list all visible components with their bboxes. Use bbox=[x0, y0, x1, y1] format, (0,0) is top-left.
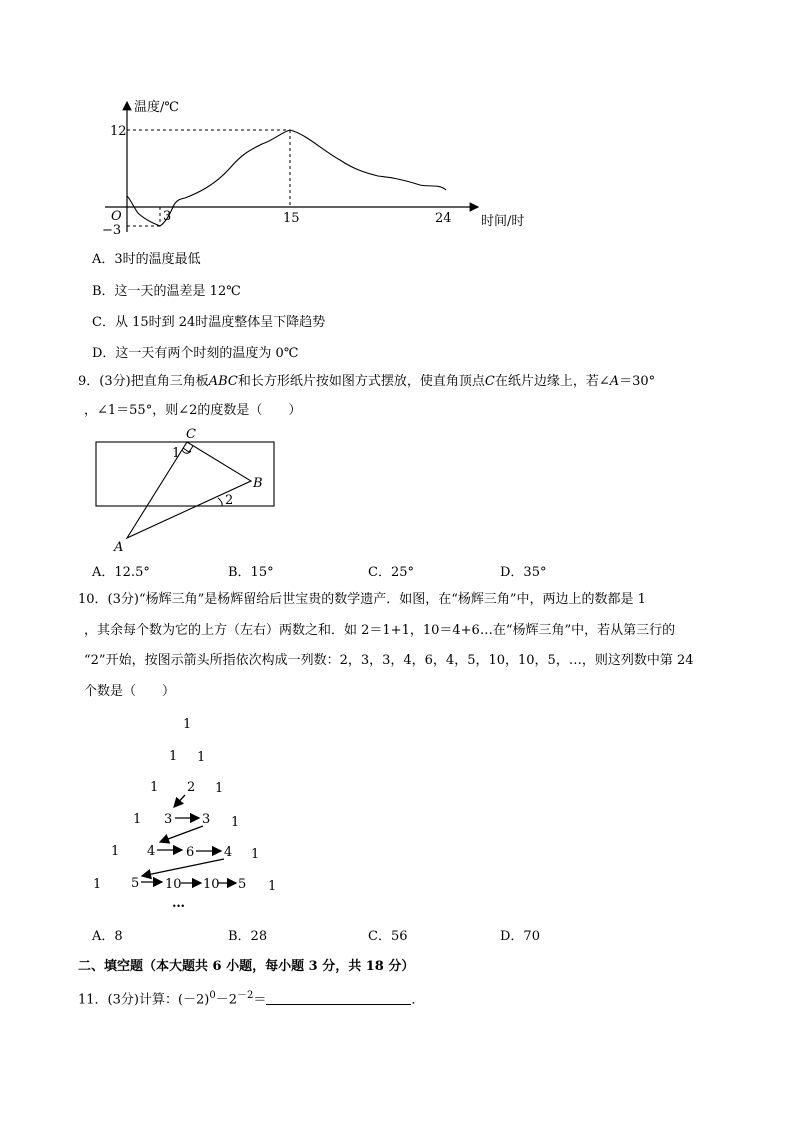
tri-r5-c1: 1 bbox=[111, 844, 120, 859]
arrow-4-to-5 bbox=[142, 859, 224, 876]
tri-r4-c1: 1 bbox=[133, 812, 142, 827]
tri-r6-c2: 5 bbox=[131, 876, 140, 891]
tri-r2-c1: 1 bbox=[169, 749, 178, 764]
tri-r5-c5: 1 bbox=[251, 847, 260, 862]
tri-r1-c1: 1 bbox=[183, 717, 192, 732]
tri-r2-c2: 1 bbox=[197, 750, 206, 765]
q10-option-a: A．8 bbox=[92, 929, 123, 944]
q11-exp2: －2 bbox=[237, 990, 254, 1001]
origin-label: O bbox=[111, 209, 122, 224]
q8-option-a: A．3时的温度最低 bbox=[92, 252, 201, 267]
q9-c: C bbox=[484, 374, 495, 389]
q8-option-b: B．这一天的温差是 12℃ bbox=[92, 284, 241, 299]
tri-r3-c3: 1 bbox=[215, 781, 224, 796]
q10-line3: “2”开始，按图示箭头所指依次构成一列数：2，3，3，4，6，4，5，10，10，5，…，则这列数中第 24 bbox=[84, 653, 694, 668]
tri-r3-c1: 1 bbox=[150, 780, 159, 795]
q9-line2: ，∠1＝55°，则∠2的度数是（ ） bbox=[84, 403, 302, 418]
q9-option-b: B．15° bbox=[228, 565, 274, 580]
q11-answer-blank[interactable] bbox=[266, 991, 411, 1005]
label-b: B bbox=[253, 476, 263, 491]
q9-option-a: A．12.5° bbox=[92, 565, 150, 580]
yanghui-triangle bbox=[88, 706, 288, 912]
q11-line bbox=[78, 988, 424, 1008]
y-tick-12: 12 bbox=[110, 124, 127, 139]
y-tick-neg3: −3 bbox=[102, 223, 122, 238]
tri-r6-c3: 10 bbox=[165, 877, 182, 892]
tri-r4-c4: 1 bbox=[231, 815, 240, 830]
x-tick-24: 24 bbox=[435, 211, 452, 226]
triangle-rectangle-figure bbox=[90, 424, 290, 556]
q9-option-c: C．25° bbox=[368, 565, 414, 580]
tri-r4-c2: 3 bbox=[164, 812, 173, 827]
q9-line1 bbox=[78, 374, 655, 390]
y-axis-label: 温度/℃ bbox=[134, 100, 179, 115]
tri-r5-c3: 6 bbox=[186, 845, 195, 860]
tri-r6-c5: 5 bbox=[238, 877, 247, 892]
label-c: C bbox=[186, 427, 196, 442]
q9-number: 9．(3分) bbox=[78, 374, 131, 389]
angle-2-arc bbox=[218, 498, 222, 506]
q11-prefix: 11．(3分)计算：(－2) bbox=[78, 992, 210, 1008]
q11-mid: －2 bbox=[215, 992, 238, 1008]
label-a: A bbox=[114, 540, 124, 555]
x-tick-3: 3 bbox=[163, 209, 172, 224]
tri-r6-c4: 10 bbox=[203, 877, 220, 892]
paper-rectangle bbox=[96, 442, 274, 506]
q10-line2: ，其余每个数为它的上方（左右）两数之和．如 2＝1+1，10＝4+6…在“杨辉三角”中，若从第三行的 bbox=[84, 623, 676, 638]
q9-text-c: 在纸片边缘上，若∠ bbox=[494, 374, 610, 389]
section-2-title: 二、填空题（本大题共 6 小题，每小题 3 分，共 18 分） bbox=[78, 959, 415, 974]
q10-option-b: B．28 bbox=[228, 929, 268, 944]
tri-r3-c2: 2 bbox=[187, 780, 196, 795]
arrow-2-to-3 bbox=[174, 795, 185, 807]
q9-text-b: 和长方形纸片按如图方式摆放，使直角顶点 bbox=[237, 374, 485, 389]
tri-r5-c2: 4 bbox=[147, 844, 156, 859]
q10-option-d: D．70 bbox=[500, 929, 540, 944]
tri-r6-c1: 1 bbox=[93, 877, 102, 892]
q9-abc: ABC bbox=[208, 374, 238, 389]
q11-exp1: 0 bbox=[209, 990, 216, 1001]
label-2: 2 bbox=[225, 493, 234, 508]
tri-r4-c3: 3 bbox=[202, 812, 211, 827]
q9-text-a: 把直角三角板 bbox=[130, 374, 209, 389]
tri-r5-c4: 4 bbox=[224, 845, 233, 860]
x-axis-label: 时间/时 bbox=[481, 214, 525, 229]
q11-eq: ＝ bbox=[253, 992, 267, 1008]
right-triangle bbox=[127, 442, 251, 538]
tri-r6-c6: 1 bbox=[268, 879, 277, 894]
temperature-graph bbox=[90, 92, 540, 242]
q8-option-c: C．从 15时到 24时温度整体呈下降趋势 bbox=[92, 315, 326, 330]
arrow-3-to-4 bbox=[160, 826, 203, 842]
q11-end: ． bbox=[411, 992, 425, 1008]
q9-a: A bbox=[609, 374, 620, 389]
q10-line4: 个数是（ ） bbox=[84, 684, 176, 699]
tri-ellipsis: … bbox=[172, 896, 185, 911]
q10-option-c: C．56 bbox=[368, 929, 408, 944]
q10-line1: 10．(3分)“杨辉三角”是杨辉留给后世宝贵的数学遗产．如图，在“杨辉三角”中，两边上的数都是 1 bbox=[78, 592, 646, 607]
q9-text-d: ＝30° bbox=[619, 374, 656, 389]
q8-option-d: D．这一天有两个时刻的温度为 0℃ bbox=[92, 346, 299, 361]
x-tick-15: 15 bbox=[283, 211, 300, 226]
q9-option-d: D．35° bbox=[500, 565, 547, 580]
label-1: 1 bbox=[172, 446, 181, 461]
